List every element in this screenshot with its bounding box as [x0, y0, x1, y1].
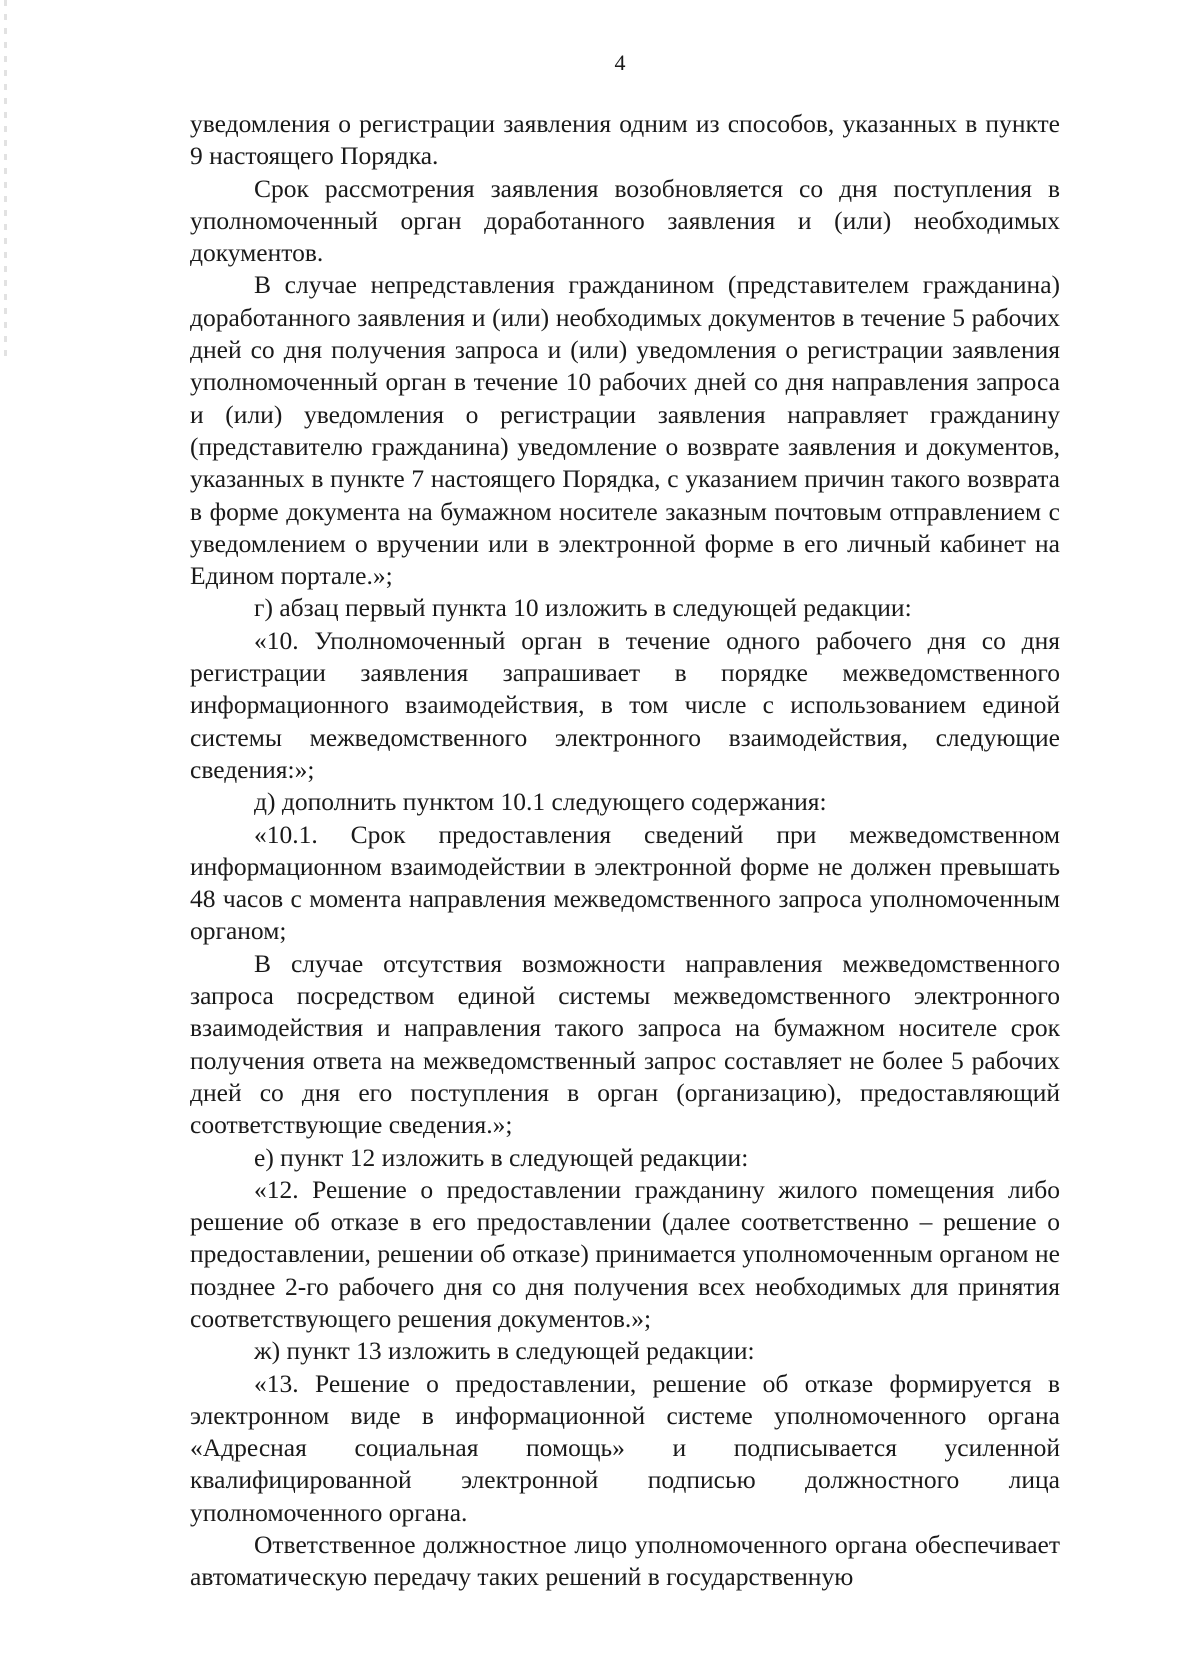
paragraph: ж) пункт 13 изложить в следующей редакции: [254, 1336, 755, 1366]
paragraph: «12. Решение о предоставлении гражданину жилого помещения либо решение об отказе в его предоставлении (далее соответственно – решение о предоставлении, решении об отказе) принимается уполномоченным органом не позднее 2-го рабочего дня со дня получения всех необходимых для принятия соответствующего решения документов.»; [190, 1174, 1060, 1333]
paragraph: В случае непредставления гражданином (представителем гражданина) доработанного заявления и (или) необходимых документов в течение 5 рабочих дней со дня получения запроса и (или) уведомления о регистрации заявления уполномоченный орган в течение 10 рабочих дней со дня направления запроса и (или) уведомления о регистрации заявления направляет гражданину (представителю гражданина) уведомление о возврате заявления и документов, указанных в пункте 7 настоящего Порядка, с указанием причин такого возврата в форме документа на бумажном носителе заказным почтовым отправлением с уведомлением о вручении или в электронной форме в его личный кабинет на Едином портале.»; [190, 270, 1060, 591]
document-body [190, 108, 1060, 1594]
paragraph: «10. Уполномоченный орган в течение одного рабочего дня со дня регистрации заявления запрашивает в порядке межведомственного информационного взаимодействия, в том числе с использованием единой системы межведомственного электронного взаимодействия, следующие сведения:»; [190, 625, 1060, 784]
paragraph: уведомления о регистрации заявления одним из способов, указанных в пункте 9 настоящего Порядка. [190, 109, 1060, 171]
paragraph: е) пункт 12 изложить в следующей редакции: [254, 1142, 749, 1172]
paragraph: д) дополнить пунктом 10.1 следующего содержания: [254, 787, 827, 817]
paragraph: В случае отсутствия возможности направления межведомственного запроса посредством единой системы межведомственного электронного взаимодействия и направления такого запроса на бумажном носителе срок получения ответа на межведомственный запрос составляет не более 5 рабочих дней со дня его поступления в орган (организацию), предоставляющий соответствующие сведения.»; [190, 948, 1060, 1140]
paragraph: Срок рассмотрения заявления возобновляется со дня поступления в уполномоченный орган доработанного заявления и (или) необходимых документов. [190, 173, 1060, 268]
paragraph: «10.1. Срок предоставления сведений при межведомственном информационном взаимодействии в электронной форме не должен превышать 48 часов с момента направления межведомственного запроса уполномоченным органом; [190, 819, 1060, 946]
paragraph: г) абзац первый пункта 10 изложить в следующей редакции: [254, 593, 912, 623]
page-number: 4 [614, 50, 626, 75]
paragraph: «13. Решение о предоставлении, решение об отказе формируется в электронном виде в информационной системе уполномоченного органа «Адресная социальная помощь» и подписывается усиленной квалифицированной электронной подписью должностного лица уполномоченного органа. [190, 1368, 1060, 1527]
paragraph: Ответственное должностное лицо уполномоченного органа обеспечивает автоматическую передачу таких решений в государственную [190, 1530, 1060, 1592]
